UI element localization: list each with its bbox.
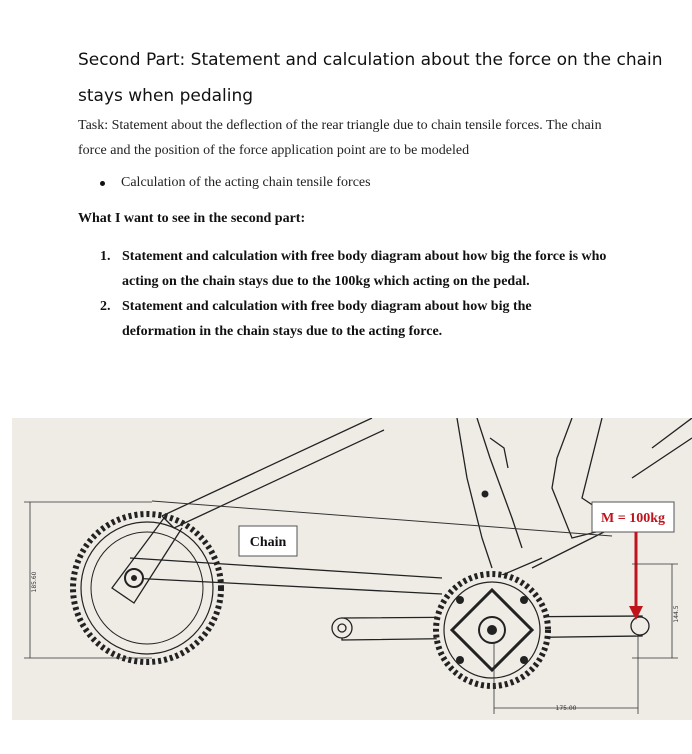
chainring	[436, 574, 548, 686]
requirement-text-line-1: Statement and calculation with free body diagram about how big the	[122, 299, 532, 314]
dimension-height: 185.60	[31, 571, 38, 593]
dimension-pedal-offset: 144.5	[673, 605, 680, 623]
requirements-heading: What I want to see in the second part:	[78, 211, 306, 226]
figure-background	[12, 418, 692, 720]
requirement-item	[100, 244, 640, 294]
task-line-1: Task: Statement about the deflection of the rear triangle due to chain tensile forces. The chain	[78, 118, 602, 133]
bullet-text: Calculation of the acting chain tensile forces	[121, 175, 371, 190]
mass-label: M = 100kg	[601, 511, 665, 526]
bullet-item	[100, 175, 371, 191]
task-line-2: force and the position of the force application point are to be modeled	[78, 143, 470, 158]
requirement-number: 1.	[100, 249, 111, 264]
requirements-list	[100, 244, 640, 344]
requirement-text-line-2: acting on the chain stays due to the 100kg which acting on the pedal.	[122, 274, 530, 289]
requirement-text-line-1: Statement and calculation with free body diagram about how big the force is who	[122, 249, 607, 264]
frame-bolt	[482, 491, 489, 498]
mass-label-box	[592, 502, 674, 532]
requirement-text-line-2: deformation in the chain stays due to the acting force.	[122, 324, 443, 339]
task-paragraph	[78, 113, 678, 163]
section-title-line-2: stays when pedaling	[78, 86, 254, 106]
section-title-line-1: Second Part: Statement and calculation about the force on the chain	[78, 50, 663, 70]
dimension-crank-length: 175.00	[555, 705, 577, 712]
section-title	[78, 42, 678, 114]
pedal-axle	[631, 617, 649, 635]
bicycle-drivetrain-drawing	[12, 418, 692, 720]
chain-label: Chain	[249, 535, 287, 550]
requirement-item	[100, 294, 640, 344]
chain-label-box	[239, 526, 297, 556]
bullet-dot-icon	[100, 181, 105, 186]
requirement-number: 2.	[100, 299, 111, 314]
